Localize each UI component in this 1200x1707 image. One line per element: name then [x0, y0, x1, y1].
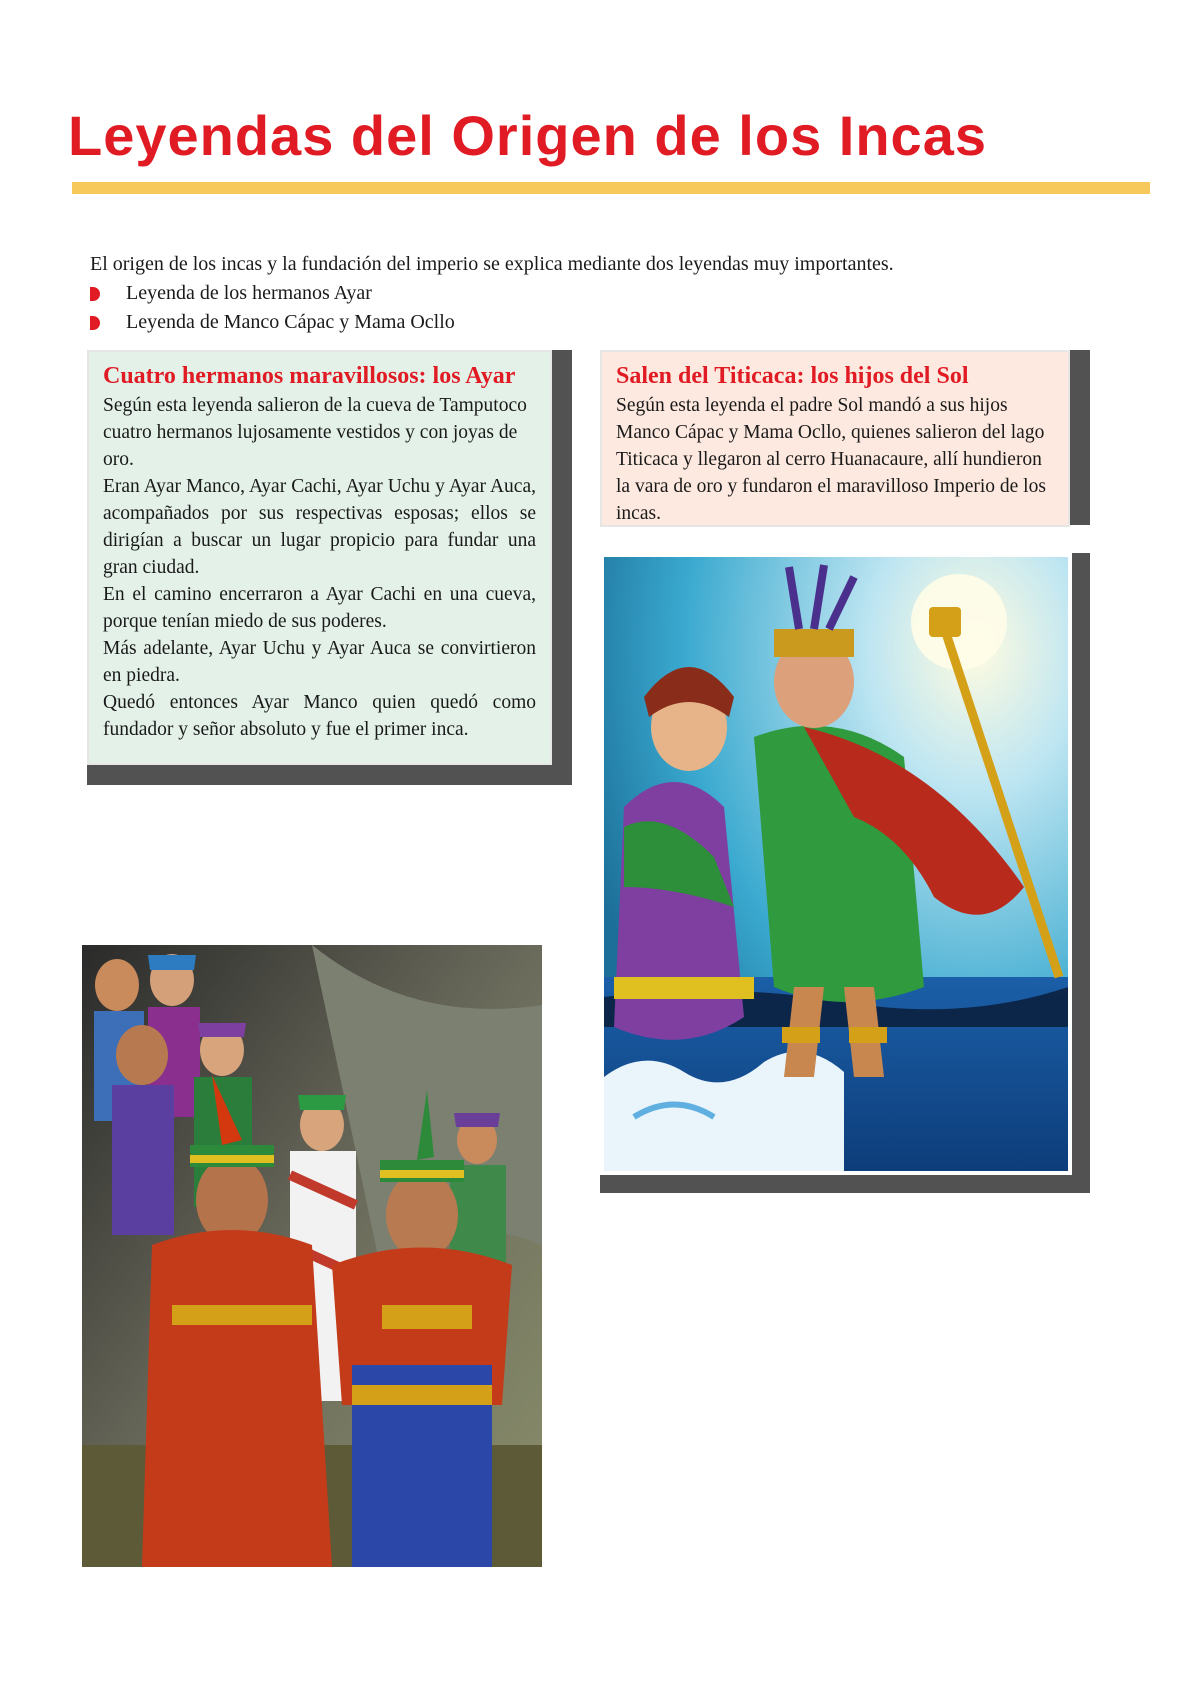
ayar-paragraph: Eran Ayar Manco, Ayar Cachi, Ayar Uchu y Ayar Auca, acompañados por sus respectivas esposas; ellos se dirigían a buscar un lugar propicio para fundar una gran ciudad.	[103, 476, 536, 578]
sol-text: Según esta leyenda el padre Sol mandó a sus hijos Manco Cápac y Mama Ocllo, quienes salieron del lago Titicaca y llegaron al cerro Huanacaure, allí hundieron la vara de oro y fundaron el maravilloso Imperio de los incas.	[616, 395, 1046, 524]
ayar-paragraph: Más adelante, Ayar Uchu y Ayar Auca se convirtieron en piedra.	[103, 638, 536, 686]
list-item	[90, 308, 1090, 337]
list-item-label: Leyenda de Manco Cápac y Mama Ocllo	[126, 311, 455, 333]
intro-text: El origen de los incas y la fundación del imperio se explica mediante dos leyendas muy importantes.	[90, 253, 894, 275]
bullet-icon	[90, 287, 100, 301]
titicaca-illustration	[600, 553, 1072, 1175]
sol-legend-box	[600, 350, 1070, 527]
ayar-paragraph: En el camino encerraron a Ayar Cachi en una cueva, porque tenían miedo de sus poderes.	[103, 584, 536, 632]
list-item	[90, 279, 1090, 308]
ayar-paragraph: Según esta leyenda salieron de la cueva de Tamputoco cuatro hermanos lujosamente vestidos y con joyas de oro.	[103, 395, 527, 470]
ayar-legend-box	[87, 350, 552, 765]
legend-list	[90, 279, 1090, 337]
ayar-heading: Cuatro hermanos maravillosos: los Ayar	[103, 363, 516, 389]
sol-heading: Salen del Titicaca: los hijos del Sol	[616, 363, 969, 389]
list-item-label: Leyenda de los hermanos Ayar	[126, 282, 372, 304]
titicaca-illustration-art	[604, 557, 1068, 1171]
title-underline	[72, 182, 1150, 194]
bullet-icon	[90, 316, 100, 330]
ayar-paragraph: Quedó entonces Ayar Manco quien quedó como fundador y señor absoluto y fue el primer inca.	[103, 692, 536, 740]
page-title: Leyendas del Origen de los Incas	[68, 104, 987, 167]
intro-section	[90, 250, 1090, 337]
ayar-brothers-illustration-art	[82, 945, 542, 1567]
ayar-brothers-illustration	[82, 945, 542, 1567]
